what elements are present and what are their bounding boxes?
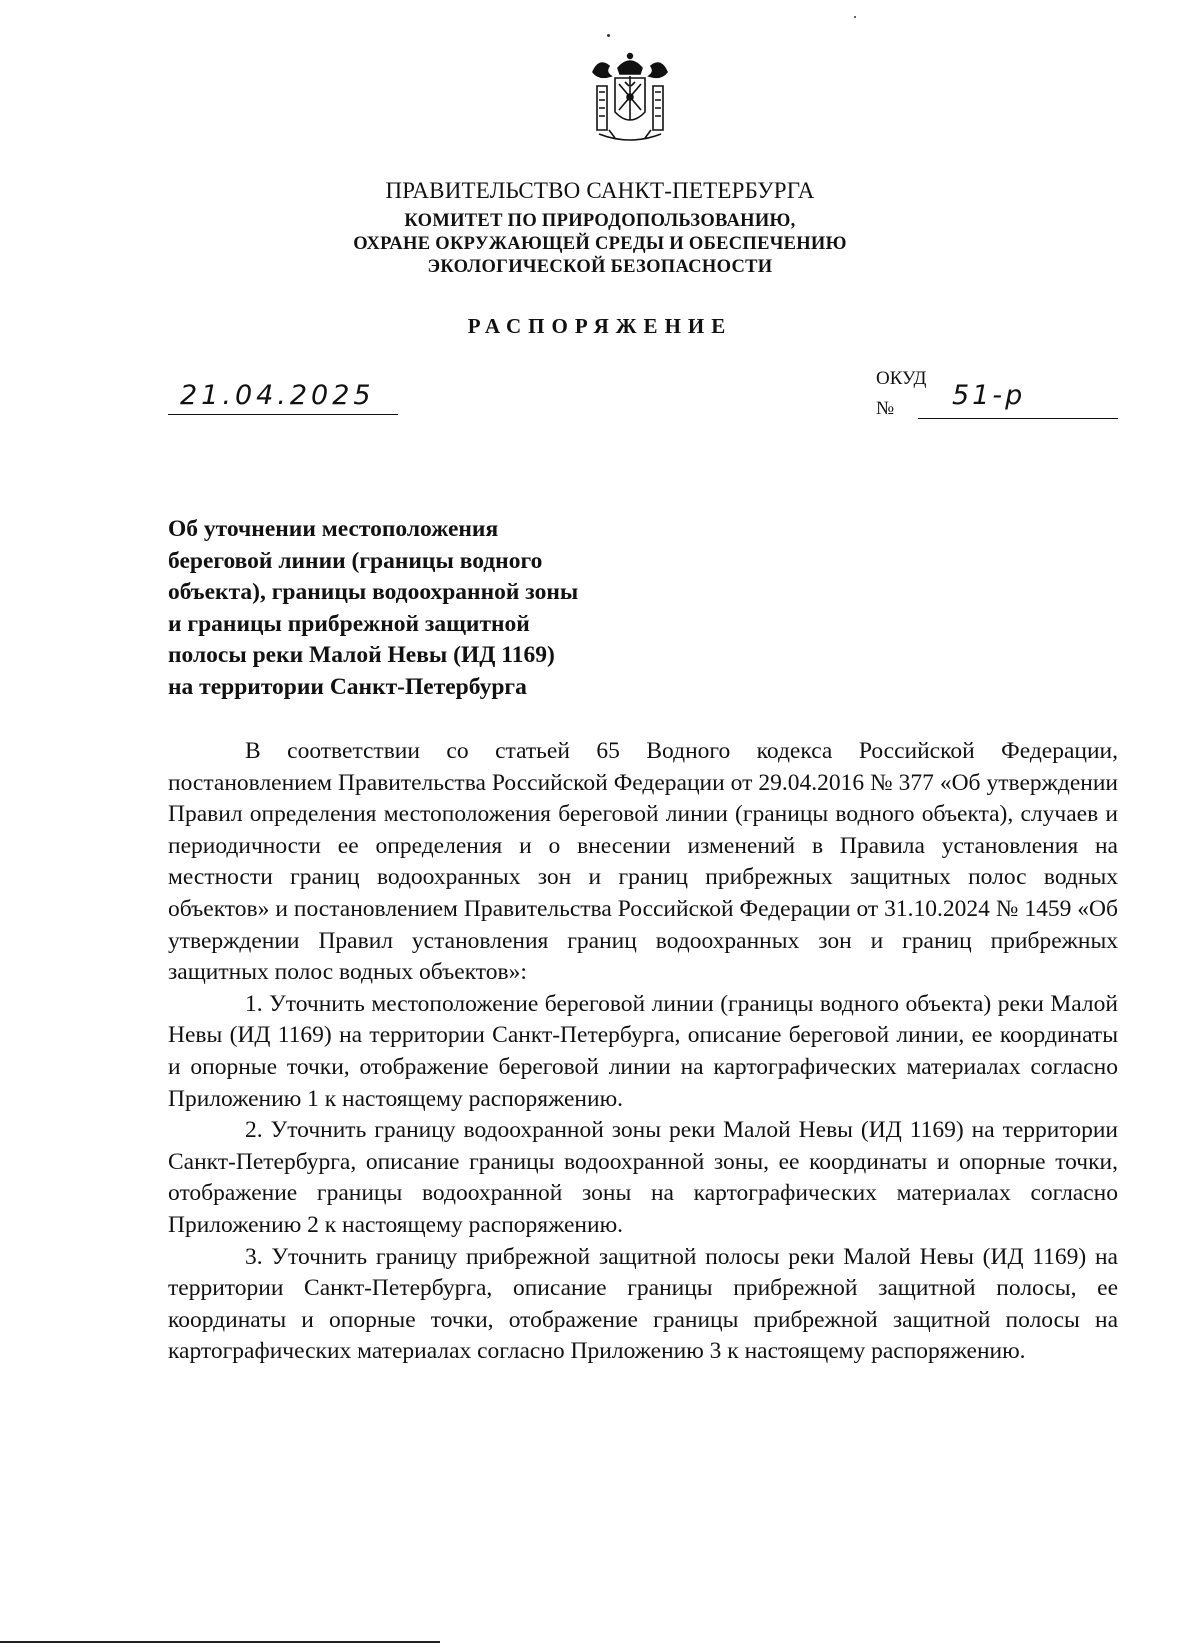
title-line: Об уточнении местоположения: [168, 516, 499, 542]
number-label: №: [876, 398, 895, 419]
preamble-paragraph: В соответствии со статьей 65 Водного кодекса Российской Федерации, постановлением Правительства Российской Федерации от 29.04.2016 № 377 «Об утверждении Правил определения местоположения береговой линии (границы водного объекта), случаев и периодичности ее определения и о внесении изменений в Правила установления на местности границ водоохранных зон и границ прибрежных защитных полос водных объектов» и постановлением Правительства Российской Федерации от 31.10.2024 № 1459 «Об утверждении Правил установления границ водоохранных зон и границ прибрежных защитных полос водных объектов»:: [168, 738, 1118, 986]
title-line: береговой линии (границы водного: [168, 547, 543, 574]
document-body: [168, 736, 1118, 1368]
scan-speck: [607, 34, 610, 37]
document-number: 51-р: [952, 380, 1026, 411]
government-name: ПРАВИТЕЛЬСТВО САНКТ-ПЕТЕРБУРГА: [385, 178, 815, 203]
footer-rule: [0, 1641, 440, 1643]
title-line: объекта), границы водоохранной зоны: [168, 579, 579, 605]
title-line: на территории Санкт-Петербурга: [168, 673, 527, 700]
scan-speck: [854, 16, 856, 18]
committee-line: КОМИТЕТ ПО ПРИРОДОПОЛЬЗОВАНИЮ,: [404, 211, 796, 231]
title-line: полосы реки Малой Невы (ИД 1169): [168, 642, 555, 668]
number-underline: [918, 418, 1118, 419]
committee-name: [0, 210, 1200, 279]
committee-line: ЭКОЛОГИЧЕСКОЙ БЕЗОПАСНОСТИ: [427, 257, 773, 277]
committee-line: ОХРАНЕ ОКРУЖАЮЩЕЙ СРЕДЫ И ОБЕСПЕЧЕНИЮ: [353, 234, 847, 254]
document-title: [168, 514, 688, 703]
title-line: и границы прибрежной защитной: [168, 610, 530, 637]
clause-paragraph-3: 3. Уточнить границу прибрежной защитной полосы реки Малой Невы (ИД 1169) на территории Санкт-Петербурга, описание границы прибрежной защитной полосы, ее координаты и опорные точки, отображение границы прибрежной защитной полосы на картографических материалах согласно Приложению 3 к настоящему распоряжению.: [168, 1243, 1118, 1365]
coat-of-arms-icon: [585, 50, 675, 150]
document-type: РАСПОРЯЖЕНИЕ: [467, 314, 733, 338]
clause-paragraph-2: 2. Уточнить границу водоохранной зоны реки Малой Невы (ИД 1169) на территории Санкт-Петербурга, описание границы водоохранной зоны, ее координаты и опорные точки, отображение границы водоохранной зоны на картографических материалах согласно Приложению 2 к настоящему распоряжению.: [168, 1117, 1118, 1238]
date-underline: [168, 414, 398, 415]
okud-label: ОКУД: [876, 368, 927, 389]
document-date: 21.04.2025: [180, 380, 375, 411]
clause-paragraph-1: 1. Уточнить местоположение береговой линии (границы водного объекта) реки Малой Невы (ИД 1169) на территории Санкт-Петербурга, описание береговой линии, ее координаты и опорные точки, отображение береговой линии на картографических материалах согласно Приложению 1 к настоящему распоряжению.: [168, 990, 1118, 1112]
